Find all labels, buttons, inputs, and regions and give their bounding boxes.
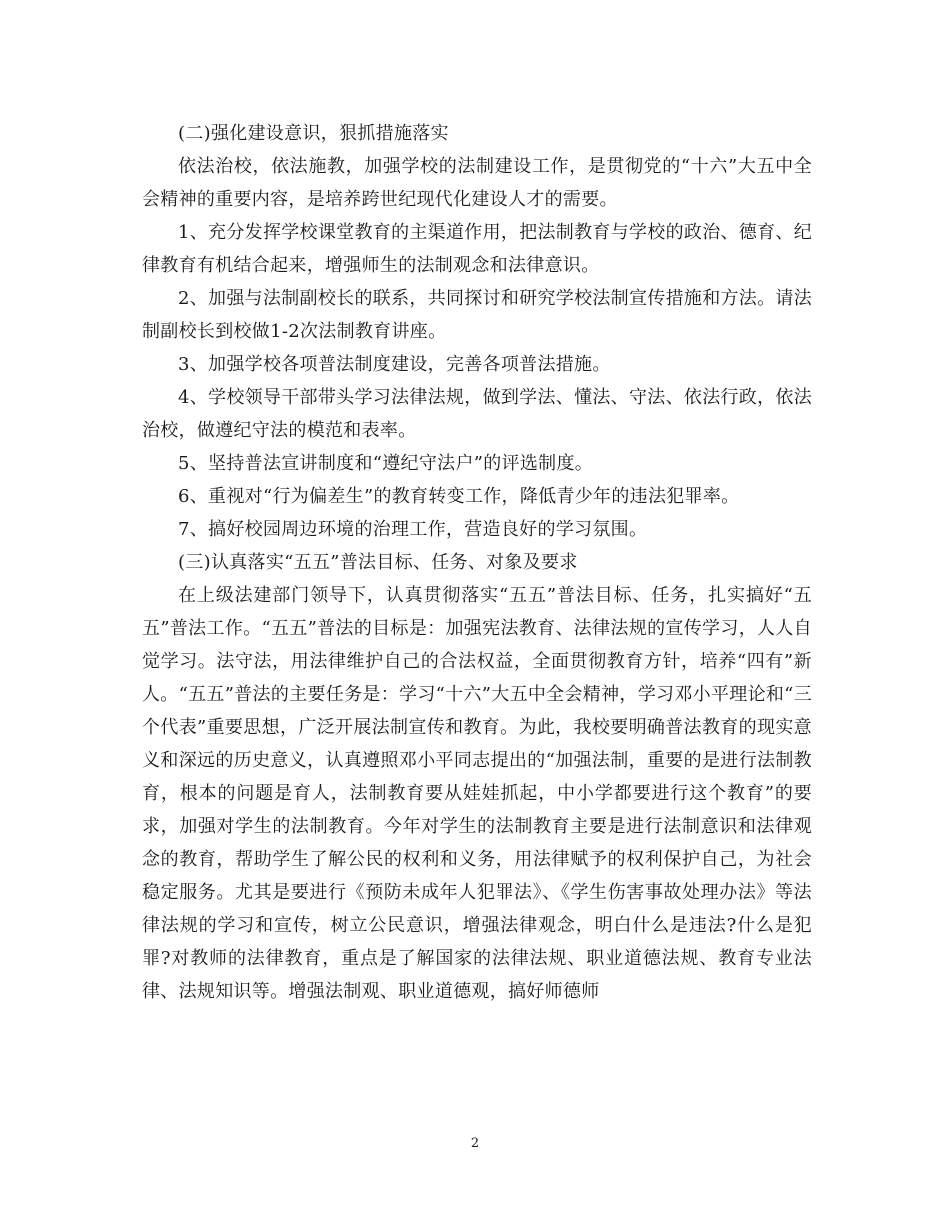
- list-item-7: 7、搞好校园周边环境的治理工作，营造良好的学习氛围。: [178, 519, 648, 540]
- list-item-5: 5、坚持普法宣讲制度和“遵纪守法户”的评选制度。: [178, 453, 594, 474]
- list-item-2: 2、加强与法制副校长的联系，共同探讨和研究学校法制宣传措施和方法。请法制副校长到校做1-2次法制教育讲座。: [142, 288, 812, 342]
- body-paragraph: 在上级法建部门领导下，认真贯彻落实“五五”普法目标、任务，扎实搞好“五五”普法工作。“五五”普法的目标是：加强宪法教育、法律法规的宣传学习，人人自觉学习。法守法，用法律维护自己的合法权益，全面贯彻教育方针，培养“四有”新人。“五五”普法的主要任务是：学习“十六”大五中全会精神，学习邓小平理论和“三个代表”重要思想，广泛开展法制宣传和教育。为此，我校要明确普法教育的现实意义和深远的历史意义，认真遵照邓小平同志提出的“加强法制，重要的是进行法制教育，根本的问题是育人，法制教育要从娃娃抓起，中小学都要进行这个教育”的要求，加强对学生的法制教育。今年对学生的法制教育主要是进行法制意识和法律观念的教育，帮助学生了解公民的权利和义务，用法律赋予的权利保护自己，为社会稳定服务。尤其是要进行《预防未成年人犯罪法》、《学生伤害事故处理办法》等法律法规的学习和宣传，树立公民意识，增强法律观念，明白什么是违法?什么是犯罪?对教师的法律教育，重点是了解国家的法律法规、职业道德法规、教育专业法律、法规知识等。增强法制观、职业道德观，搞好师德师: [142, 585, 812, 1002]
- list-item-3: 3、加强学校各项普法制度建设，完善各项普法措施。: [178, 354, 611, 375]
- intro-paragraph: 依法治校，依法施教，加强学校的法制建设工作，是贯彻党的“十六”大五中全会精神的重要内容，是培养跨世纪现代化建设人才的需要。: [142, 156, 812, 210]
- page-number: 2: [470, 1136, 480, 1151]
- list-item-1: 1、充分发挥学校课堂教育的主渠道作用，把法制教育与学校的政治、德育、纪律教育有机结合起来，增强师生的法制观念和法律意识。: [142, 222, 812, 276]
- section-heading-2: (二)强化建设意识，狠抓措施落实: [178, 123, 449, 144]
- list-item-4: 4、学校领导干部带头学习法律法规，做到学法、懂法、守法、依法行政，依法治校，做遵纪守法的模范和表率。: [142, 387, 812, 441]
- list-item-6: 6、重视对“行为偏差生”的教育转变工作，降低青少年的违法犯罪率。: [178, 486, 740, 507]
- section-heading-3: (三)认真落实“五五”普法目标、任务、对象及要求: [178, 552, 578, 573]
- document-body: [142, 117, 812, 1008]
